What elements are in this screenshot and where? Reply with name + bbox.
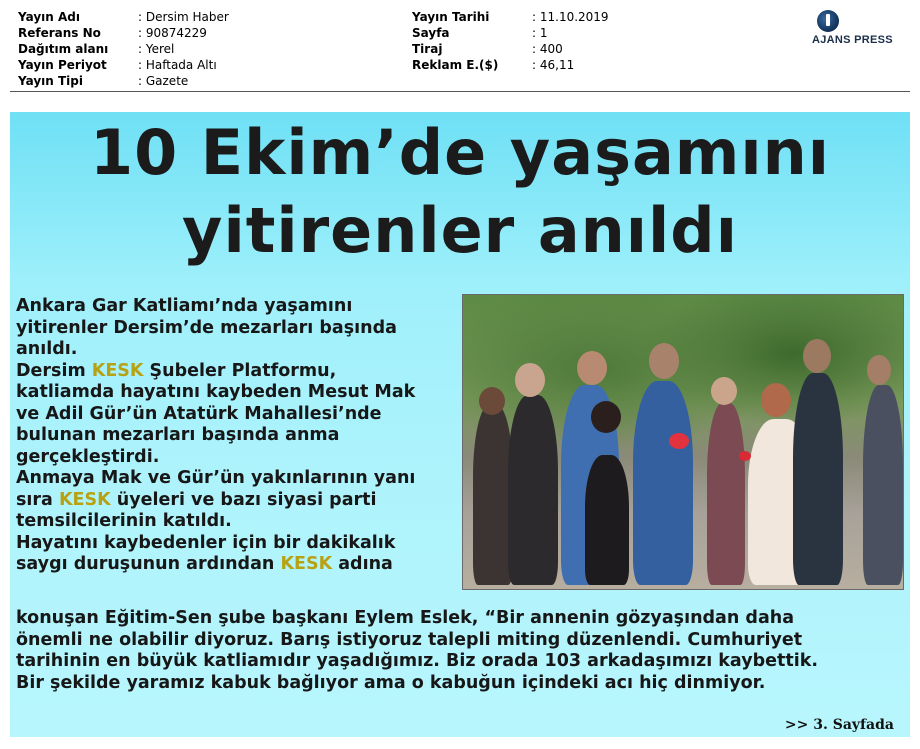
kesk-highlight: KESK (280, 554, 333, 574)
meta-value: : 90874229 (138, 26, 207, 40)
ajans-press-logo-icon (817, 10, 839, 32)
paragraph-attendees: Anmaya Mak ve Gür’ün yakınlarının yanı sıra KESK üyeleri ve bazı siyasi parti temsilcilerinin katıldı. (16, 468, 416, 531)
meta-label: Yayın Periyot (18, 58, 107, 72)
meta-value: : Yerel (138, 42, 175, 56)
meta-label: Dağıtım alanı (18, 42, 109, 56)
meta-label: Sayfa (412, 26, 450, 40)
publication-info-left (18, 9, 398, 91)
header-divider (10, 91, 910, 92)
headline-line-2: yitirenler anıldı (182, 194, 738, 267)
meta-label: Yayın Tipi (18, 74, 83, 88)
meta-value: : Gazete (138, 74, 189, 88)
headline-line-1: 10 Ekim’de yaşamını (89, 116, 831, 189)
meta-value: : 46,11 (532, 58, 575, 72)
newspaper-clipping (10, 112, 910, 737)
paragraph-speech-intro: Hayatını kaybedenler için bir dakikalık saygı duruşunun ardından KESK adına (16, 532, 396, 574)
article-headline (10, 114, 910, 270)
ajans-press-logo (812, 10, 912, 50)
meta-value: : Dersim Haber (138, 10, 229, 24)
meta-label: Tiraj (412, 42, 443, 56)
article-body-column (16, 296, 456, 576)
kesk-highlight: KESK (58, 489, 111, 510)
meta-value: : 400 (532, 42, 563, 56)
paragraph-speech: konuşan Eğitim-Sen şube başkanı Eylem Eslek, “Bir annenin gözyaşından daha önemli ne olabilir diyoruz. Barış istiyoruz talepli miting düzenlendi. Cumhuriyet tarihinin en büyük katliamıdır yaşadığımız. Biz orada 103 arkadaşımızı kaybettik. Bir şekilde yaramız kabuk bağlıyor ama o kabuğun içindeki acı hiç dinmiyor. (16, 608, 819, 693)
article-photo (462, 294, 904, 590)
meta-label: Yayın Tarihi (412, 10, 490, 24)
paragraph-intro: Ankara Gar Katliamı’nda yaşamını yitirenler Dersim’de mezarları başında anıldı. (16, 296, 397, 359)
meta-label: Reklam E.($) (412, 58, 499, 72)
paragraph-platform: Dersim KESK Şubeler Platformu, katliamda hayatını kaybeden Mesut Mak ve Adil Gür’ün Atatürk Mahallesi’nde bulunan mezarları başında anma gerçekleştirdi. (16, 360, 416, 467)
meta-value: : 11.10.2019 (532, 10, 609, 24)
logo-text: AJANS PRESS (812, 34, 893, 46)
meta-label: Yayın Adı (18, 10, 80, 24)
meta-label: Referans No (18, 26, 101, 40)
continued-on-page: >> 3. Sayfada (784, 717, 894, 733)
publication-info-right (412, 9, 712, 75)
meta-value: : 1 (532, 26, 548, 40)
kesk-highlight: KESK (91, 360, 144, 381)
meta-value: : Haftada Altı (138, 58, 217, 72)
